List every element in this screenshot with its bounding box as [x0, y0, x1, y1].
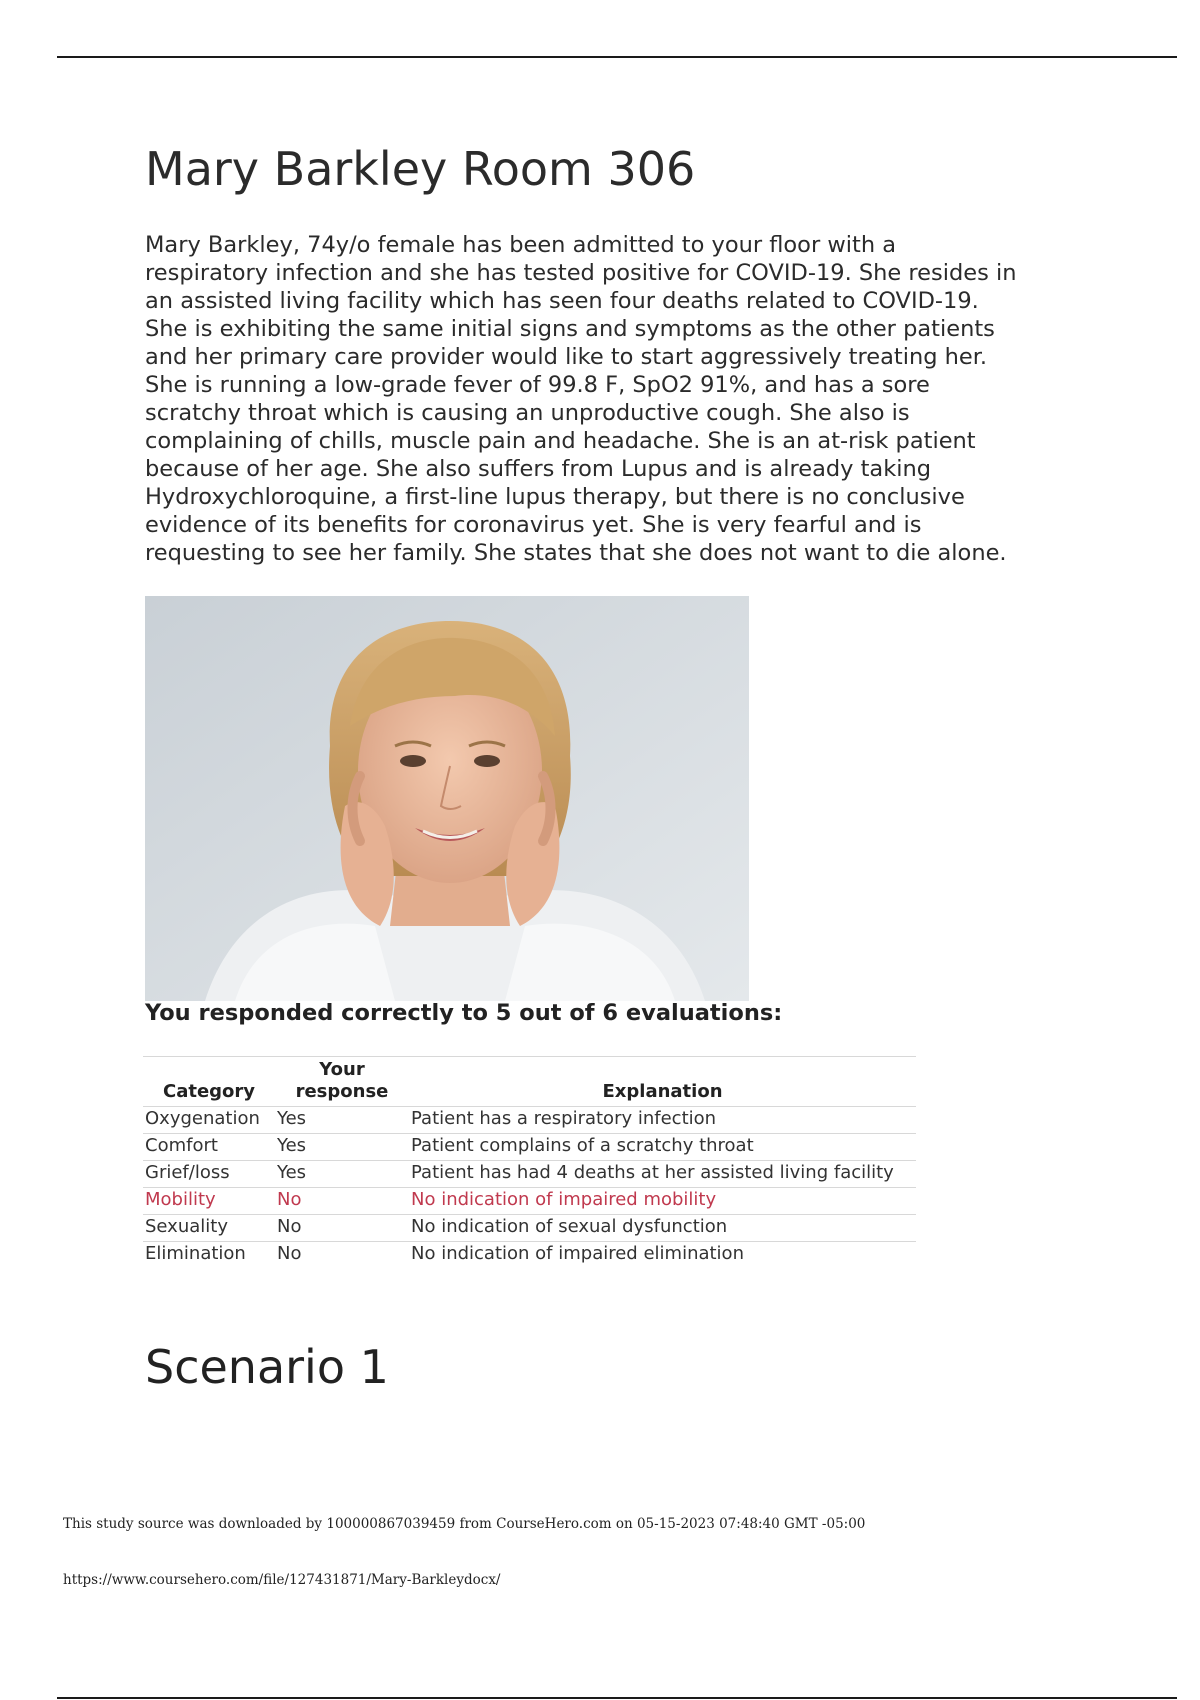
description-line: She is exhibiting the same initial signs and symptoms as the other patients: [145, 316, 995, 342]
cell-explanation: No indication of sexual dysfunction: [411, 1216, 728, 1237]
cell-category: Comfort: [145, 1135, 218, 1156]
description-line: Hydroxychloroquine, a first-line lupus therapy, but there is no conclusive: [145, 484, 965, 510]
description-line: Mary Barkley, 74y/o female has been admitted to your floor with a: [145, 232, 897, 258]
cell-response: No: [277, 1189, 302, 1210]
download-note: This study source was downloaded by 100000867039459 from CourseHero.com on 05-15-2023 07:48:40 GMT -05:00: [63, 1516, 866, 1532]
table-row-incorrect: [143, 1188, 916, 1215]
cell-category: Oxygenation: [145, 1108, 260, 1129]
description-line: an assisted living facility which has seen four deaths related to COVID-19.: [145, 288, 979, 314]
scenario-heading: Scenario 1: [145, 1340, 389, 1394]
description-line: and her primary care provider would like to start aggressively treating her.: [145, 344, 988, 370]
description-line: because of her age. She also suffers from Lupus and is already taking: [145, 456, 932, 482]
top-rule: [57, 56, 1177, 58]
cell-response: No: [277, 1243, 302, 1264]
table-row: [143, 1134, 916, 1161]
cell-explanation: No indication of impaired elimination: [411, 1243, 744, 1264]
description-line: evidence of its benefits for coronavirus yet. She is very fearful and is: [145, 512, 922, 538]
table-row: [143, 1107, 916, 1134]
cell-explanation: Patient has a respiratory infection: [411, 1108, 717, 1129]
header-category: Category: [162, 1081, 256, 1102]
cell-explanation: Patient complains of a scratchy throat: [411, 1135, 754, 1156]
header-response-line1: Your: [319, 1059, 365, 1080]
page-title: Mary Barkley Room 306: [145, 142, 696, 196]
table-row: [143, 1215, 916, 1242]
cell-explanation: Patient has had 4 deaths at her assisted living facility: [411, 1162, 894, 1183]
patient-photo: [145, 596, 749, 1001]
cell-category: Grief/loss: [145, 1162, 230, 1183]
cell-response: No: [277, 1216, 302, 1237]
description-line: complaining of chills, muscle pain and headache. She is an at-risk patient: [145, 428, 976, 454]
description-line: She is running a low-grade fever of 99.8 F, SpO2 91%, and has a sore: [145, 372, 930, 398]
patient-description: [145, 231, 1095, 567]
description-line: scratchy throat which is causing an unproductive cough. She also is: [145, 400, 910, 426]
cell-response: Yes: [277, 1108, 307, 1129]
table-row: [143, 1242, 916, 1269]
description-line: requesting to see her family. She states that she does not want to die alone.: [145, 540, 1007, 566]
header-explanation: Explanation: [602, 1081, 723, 1102]
description-line: respiratory infection and she has tested positive for COVID-19. She resides in: [145, 260, 1017, 286]
evaluation-table: [143, 1056, 916, 1268]
table-row: [143, 1161, 916, 1188]
cell-category: Mobility: [145, 1189, 216, 1210]
table-header-row: [143, 1057, 916, 1107]
cell-category: Elimination: [145, 1243, 246, 1264]
cell-category: Sexuality: [145, 1216, 228, 1237]
cell-response: Yes: [277, 1135, 307, 1156]
bottom-rule: [57, 1697, 1177, 1699]
evaluation-score: You responded correctly to 5 out of 6 evaluations:: [145, 1000, 783, 1026]
header-response: [275, 1057, 409, 1107]
cell-response: Yes: [277, 1162, 307, 1183]
header-response-line2: response: [295, 1081, 389, 1102]
source-url[interactable]: https://www.coursehero.com/file/127431871/Mary-Barkleydocx/: [63, 1572, 501, 1588]
cell-explanation: No indication of impaired mobility: [411, 1189, 717, 1210]
